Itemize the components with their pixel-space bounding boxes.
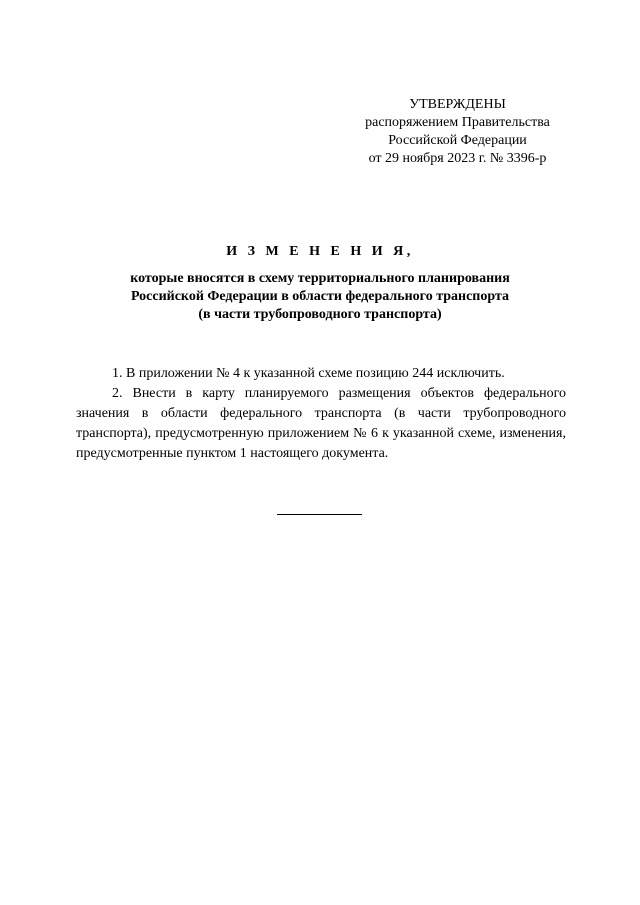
document-subtitle xyxy=(0,270,640,324)
approval-line-date: от 29 ноября 2023 г. № 3396-р xyxy=(368,151,547,166)
document-body xyxy=(76,364,566,464)
subtitle-line-3: (в части трубопроводного транспорта) xyxy=(198,307,442,322)
paragraph-2: 2. Внести в карту планируемого размещения объектов федерального значения в области федерального транспорта (в части трубопроводного транспорта), предусмотренную приложением № 6 к указанной схеме, изменения, предусмотренные пунктом 1 настоящего документа. xyxy=(76,386,566,461)
approval-stamp xyxy=(350,96,565,168)
paragraph-1: 1. В приложении № 4 к указанной схеме позицию 244 исключить. xyxy=(112,366,505,381)
approval-line-order: распоряжением Правительства xyxy=(365,115,550,130)
approval-line-authority: Российской Федерации xyxy=(388,133,527,148)
document-title: И З М Е Н Е Н И Я, xyxy=(226,244,414,259)
subtitle-line-2: Российской Федерации в области федерального транспорта xyxy=(130,289,510,304)
approval-line-approved: УТВЕРЖДЕНЫ xyxy=(409,97,506,112)
end-divider xyxy=(277,514,362,515)
subtitle-line-1: которые вносятся в схему территориального планирования xyxy=(130,271,510,286)
